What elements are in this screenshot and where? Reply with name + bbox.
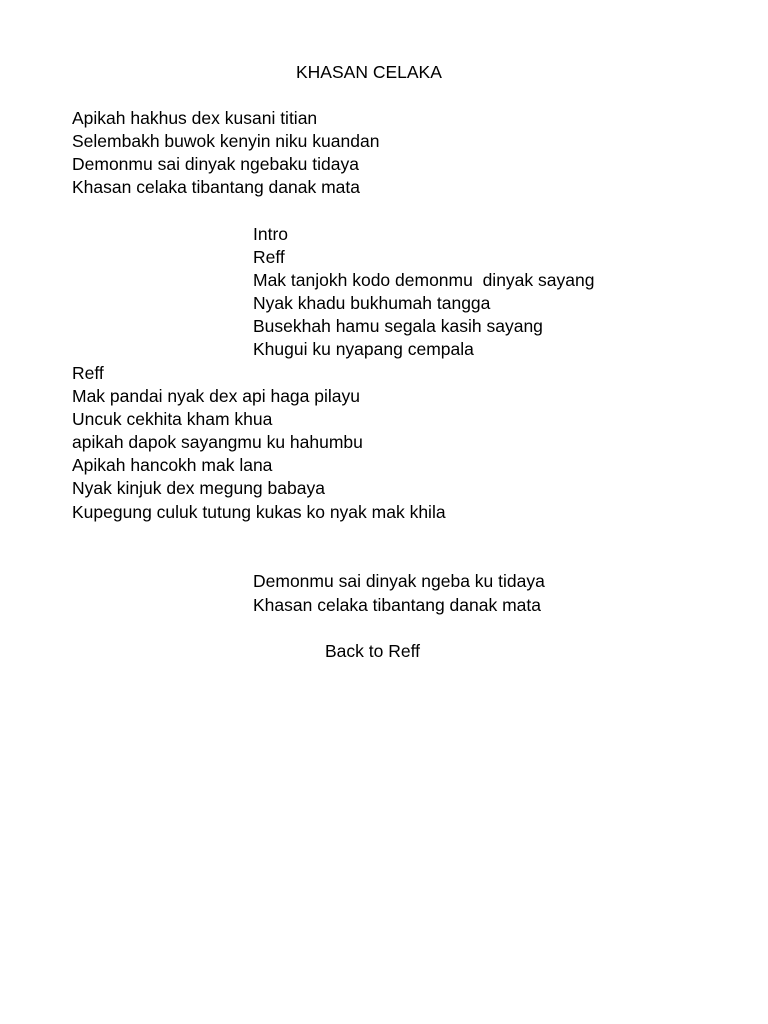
section2-line-1: Intro	[253, 224, 289, 244]
verse1-line-3: Demonmu sai dinyak ngebaku tidaya	[72, 154, 359, 174]
section2-line-6: Khugui ku nyapang cempala	[253, 339, 474, 359]
section2-line-2: Reff	[253, 247, 285, 267]
verse1-line-4: Khasan celaka tibantang danak mata	[72, 177, 360, 197]
section2-line-3: Mak tanjokh kodo demonmu dinyak sayang	[253, 270, 595, 290]
outro-line-1: Demonmu sai dinyak ngeba ku tidaya	[253, 571, 545, 591]
verse1-line-2: Selembakh buwok kenyin niku kuandan	[72, 131, 380, 151]
reff-line-2: Mak pandai nyak dex api haga pilayu	[72, 386, 360, 406]
closing-line: Back to Reff	[325, 641, 421, 661]
outro-line-2: Khasan celaka tibantang danak mata	[253, 595, 541, 615]
section2-line-4: Nyak khadu bukhumah tangga	[253, 293, 491, 313]
reff-line-6: Nyak kinjuk dex megung babaya	[72, 478, 325, 498]
reff-line-1: Reff	[72, 363, 104, 383]
verse1-line-1: Apikah hakhus dex kusani titian	[72, 108, 318, 128]
reff-line-5: Apikah hancokh mak lana	[72, 455, 273, 475]
reff-line-7: Kupegung culuk tutung kukas ko nyak mak khila	[72, 502, 446, 522]
section2-line-5: Busekhah hamu segala kasih sayang	[253, 316, 543, 336]
document-title: KHASAN CELAKA	[296, 62, 442, 82]
reff-line-3: Uncuk cekhita kham khua	[72, 409, 273, 429]
reff-line-4: apikah dapok sayangmu ku hahumbu	[72, 432, 363, 452]
